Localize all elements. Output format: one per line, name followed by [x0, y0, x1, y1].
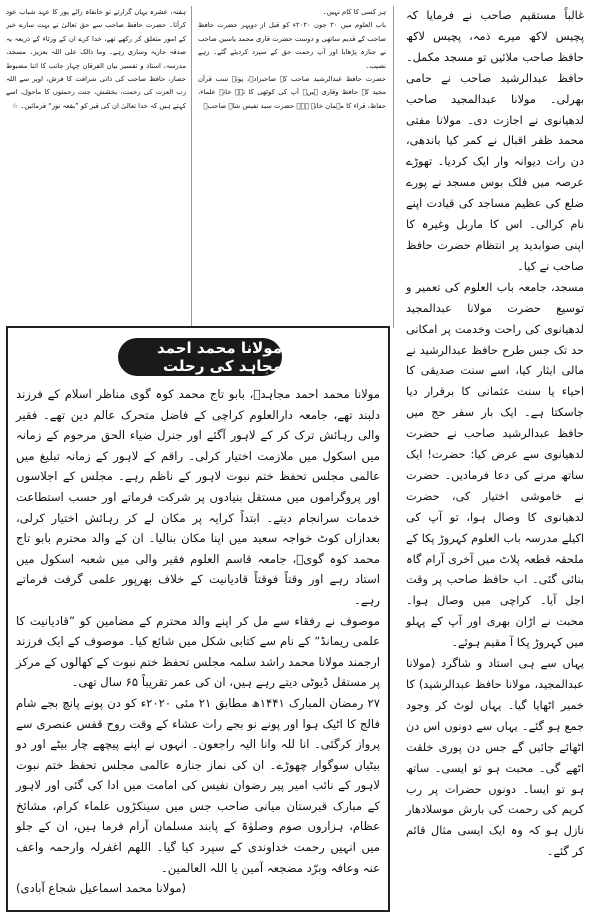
- column-middle-paragraph-1: ہر کسی کا کام نہیں۔: [322, 8, 386, 16]
- column-right-paragraph-1: غالباً مستقیم صاحب نے فرمایا کہ پچیس لاکھ میرے ذمہ، پچیس لاکھ حافظ صاحب ملائیں تو مسجد مکمل۔ حافظ عبدالرشید صاحب نے حامی بھرلی۔ مولانا عبدالمجید صاحب لدھیانوی نے اجازت دی۔ مولانا مفتی محمد ظفر اقبال نے کمر کیا باندھی، دن رات دیوانہ وار ایک کردیا۔ تھوڑے عرصہ میں فلک بوس مسجد نے پورے ضلع کی عظیم مساجد کی قیادت اپنے نام کرالی۔ اس کا ماربل وغیرہ کا اپنی صوابدید پر انتظام حضرت حافظ صاحب نے کیا۔: [406, 9, 584, 273]
- obituary-box: [6, 326, 390, 912]
- obituary-signature: (مولانا محمد اسماعیل شجاع آبادی): [16, 881, 187, 896]
- column-middle-paragraph-2: باب العلوم میں ۳۰ جون ۲۰۲۰ء کو قبل از دوپہر حضرت حافظ صاحب کے قدیم ساتھی و دوست حضرت قاری محمد یاسین صاحب نے جنازہ پڑھایا اور آپ رحمت حق کے سپرد کردیئے گئے۔ زہے نصیب۔: [198, 21, 386, 70]
- column-right: [406, 6, 584, 912]
- obituary-paragraph-2: موصوف نے رفقاء سے مل کر اپنے والد محترم کے مضامین کو ”قادیانیت کا علمی ریمانڈ“ کے نام سے کتابی شکل میں شائع کیا۔ موصوف کے ایک فرزند ارجمند مولانا محمد راشد سلمہ مجلس تحفظ ختم نبوت کے کھالوں کے مرکز پر مستقل ڈیوٹی دیتے رہے ہیں، ان کی عمر تقریباً ۶۵ سال تھی۔: [16, 613, 380, 690]
- column-middle-paragraph-3: حضرت حافظ عبدالرشید صاحب کے صاحبزادے، پوتے سب قرآن مجید کے حافظ وقاری ہیں۔ آپ کی کوٹھی کا تہہ خانہ علماء، حفاظ، قراء کا مہمان خانہ ہے۔ حضرت سید نفیس شاہ صاحبؒ: [198, 75, 386, 110]
- column-middle: [198, 6, 386, 326]
- column-divider: [191, 6, 192, 328]
- obituary-title: مولانا محمد احمد مجاہد کی رحلت: [118, 338, 282, 376]
- column-left: [6, 6, 186, 326]
- column-left-paragraph-1: ہفتہ، عشرہ یہاں گزارتے تو خانقاہ رائے پور کا عہد شباب عود کرآتا۔ حضرت حافظ صاحب سے حق تعالیٰ نے بہت سارے خیر کے امور متعلق کر رکھے تھے، خدا کرے ان کے ورثاء کے ذریعہ یہ صدقہ جاریہ وساری رہے۔ وما ذالک علی اللہ بعزیز۔ مسجد، مدرسہ، استاذ و تفسیر بیان الفرقان چہار جانب کا اتنا مضبوط حصار، حافظ صاحب کی ذاتی شرافت کا فرش، اوپر سے اللہ رب العزت کی رحمت، بخشش، جنت رحمتوں کا ماحول، اسے کہتے ہیں کہ خدا تعالیٰ ان کی قبر کو ”بقعہ نور“ فرمائیں۔ ☆: [6, 8, 186, 110]
- obituary-paragraph-1: مولانا محمد احمد مجاہدؒ، بابو تاج محمد کوہ گوی مناظر اسلام کے فرزند دلبند تھے، جامعہ دارالعلوم کراچی کے فاضل متحرک عالم دین تھے۔ فقیر والی رہائش ترک کر کے لاہور آگئے اور جنرل ضیاء الحق مرحوم کے زمانہ میں اسکول میں ملازمت اختیار کرلی۔ راقم کے لاہور کے زمانہ تبلیغ میں عالمی مجلس تحفظ ختم نبوت لاہور کے ناظم رہے۔ مجلس کے اجلاسوں اور پروگراموں میں مستقل بنیادوں پر شرکت فرماتے اور حسب استطاعت خدمات سرانجام دیتے۔ ابتداً کرایہ پر مکان لے کر رہائش اختیار کرلی، بعدازاں کوٹ خواجہ سعید میں اپنا مکان بنالیا۔ ان کے والد محترم بابو تاج محمد کوہ گویؒ، جامعہ قاسم العلوم فقیر والی میں شعبہ اسکول میں استاد رہے اور وقتاً فوقتاً قادیانیت کے خلاف بھرپور علمی گرفت فرماتے رہے۔: [16, 387, 380, 607]
- column-divider: [393, 6, 394, 328]
- column-right-paragraph-2: مسجد، جامعہ باب العلوم کی تعمیر و توسیع حضرت مولانا عبدالمجید لدھیانوی کی راحت وخدمت پر امکانی حد تک جس طرح حافظ عبدالرشید نے مالی ایثار کیا، اسے سنت صدیقی کا احیاء یا سنت عثمانی کا برقرار دیا جاسکتا ہے۔ ایک بار سفر حج میں حافظ عبدالرشید صاحب نے حضرت لدھیانوی سے عرض کیا: حضرت! ایک ساتھ مرنے کی دعا فرمادیں۔ حضرت نے خاموشی اختیار کی، حضرت لدھیانوی کا وصال ہوا، تو آپ کی اکیلے مدرسہ باب العلوم کہروڑ پکا کے ملحقہ قطعہ پلاٹ میں آخری آرام گاہ بنائی گئی۔ اب حافظ صاحب پر وقت اجل آیا۔ کراچی میں وصال ہوا۔ محبت نے اڑان بھری اور آپ کے پہلو میں کہروڑ پکا آ مقیم ہوئے۔: [406, 280, 584, 650]
- obituary-body: [16, 384, 380, 899]
- obituary-paragraph-3: ۲۷ رمضان المبارک ۱۴۴۱ھ مطابق ۲۱ مئی ۲۰۲۰ء کو دن پونے پانچ بجے شام فالج کا اٹیک ہوا اور پونے نو بجے رات عشاء کے وقت روح قفس عنصری سے پرواز کرگئی۔ انا للہ وانا الیہ راجعون۔ انہوں نے اپنے پیچھے چار بیٹے اور دو بیٹیاں سوگوار چھوڑے۔ ان کی نماز جنازہ عالمی مجلس تحفظ ختم نبوت لاہور کے نائب امیر پیر رضوان نفیس کی امامت میں ادا کی گئی اور لاہور کے مبارک قبرستان میانی صاحب جس میں سینکڑوں علماء کرام، مشائخ عظام، ہزاروں صوم وصلوٰۃ کے پابند مسلمان آرام فرما ہیں، ان کے جلو میں انہیں رحمت خداوندی کے سپرد کیا گیا۔ اللھم اغفرلہ وارحمہ واعف عنہ وعافہ وبرّد مضجعہ آمین یا اللہ العالمین۔: [16, 695, 380, 875]
- column-right-paragraph-3: یہاں سے ہی استاد و شاگرد (مولانا عبدالمجید، مولانا حافظ عبدالرشید) کا خمیر اٹھایا گیا۔ یہاں لوٹ کر وجود جمع ہو گئے۔ یہاں سے دونوں اس دن اٹھائے جائیں گے جس دن پوری خلقت اٹھے گی۔ محبت ہو تو ایسی۔ ساتھ ہو تو ایسا۔ دونوں حضرات پر رب کریم کی رحمت کی بارش موسلادھار نازل ہو کہ وہ ایک ایسی مثال قائم کر گئے۔: [406, 657, 584, 859]
